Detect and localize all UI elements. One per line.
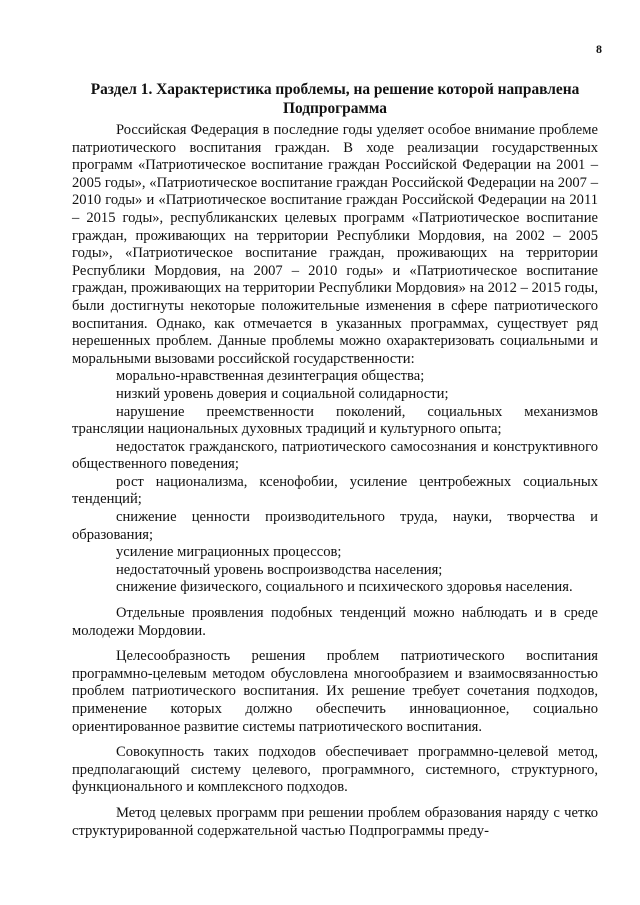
paragraph: Совокупность таких подходов обеспечивает программно-целевой метод, предполагающий систему целевого, программного, системного, структурного, функционального и комплексного подходов. — [72, 744, 598, 796]
list-item: снижение ценности производительного труда, науки, творчества и образования; — [72, 509, 598, 543]
paragraph: Отдельные проявления подобных тенденций можно наблюдать и в среде молодежи Мордовии. — [72, 605, 598, 639]
list-item: низкий уровень доверия и социальной солидарности; — [116, 385, 449, 402]
section-title: Раздел 1. Характеристика проблемы, на решение которой направлена Подпрограмма — [90, 81, 580, 117]
paragraph: Российская Федерация в последние годы уделяет особое внимание проблеме патриотического воспитания граждан. В ходе реализации государственных программ «Патриотическое воспитание граждан Российской Федерации на 2001 – 2005 годы», «Патриотическое воспитание граждан Российской Федерации на 2007 – 2010 годы» и «Патриотическое воспитание граждан Российской Федерации на 2011 – 2015 годы», республиканских целевых программ «Патриотическое воспитание граждан, проживающих на территории Республики Мордовия, на 2002 – 2005 годы», «Патриотическое воспитание граждан, проживающих на территории Республики Мордовия, на 2007 – 2010 годы» и «Патриотическое воспитание граждан, проживающих на территории Республики Мордовия» на 2012 – 2015 годы, были достигнуты некоторые положительные изменения в сфере патриотического воспитания. Однако, как отмечается в указанных программах, существует ряд нерешенных проблем. Данные проблемы можно охарактеризовать социальными и моральными вызовами российской государственности: — [72, 122, 598, 367]
list-item: рост национализма, ксенофобии, усиление центробежных социальных тенденций; — [72, 473, 598, 508]
body-text — [72, 122, 598, 840]
list-item: усиление миграционных процессов; — [116, 544, 342, 561]
list-item: недостаточный уровень воспроизводства населения; — [116, 561, 443, 578]
list-item: морально-нравственная дезинтеграция общества; — [116, 368, 425, 385]
paragraph: Целесообразность решения проблем патриотического воспитания программно-целевым методом обусловлена многообразием и взаимосвязанностью проблем патриотического воспитания. Их решение требует сочетания подходов, применение которых должно обеспечить инновационное, социально ориентированное развитие системы патриотического воспитания. — [72, 648, 598, 735]
list-item: недостаток гражданского, патриотического самосознания и конструктивного общественного поведения; — [72, 438, 598, 473]
list-item: нарушение преемственности поколений, социальных механизмов трансляции национальных духовных традиций и культурного опыта; — [72, 403, 598, 438]
page-number: 8 — [596, 42, 602, 56]
paragraph: Метод целевых программ при решении проблем образования наряду с четко структурированной содержательной частью Подпрограммы преду- — [72, 804, 598, 839]
list-item: снижение физического, социального и психического здоровья населения. — [116, 579, 573, 596]
